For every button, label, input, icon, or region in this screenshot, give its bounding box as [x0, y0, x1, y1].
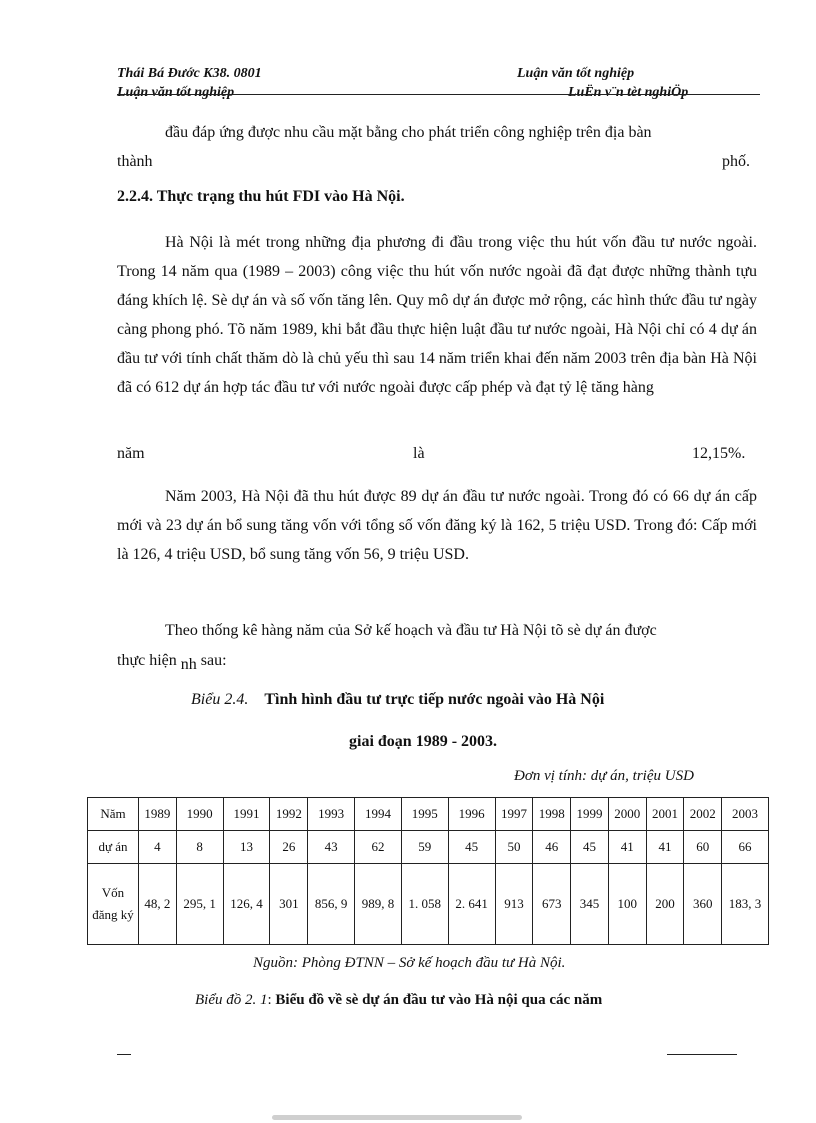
paragraph-1-last-c: 12,15%. — [692, 445, 746, 462]
capital-cell: 126, 4 — [223, 864, 270, 945]
paragraph-1: Hà Nội là mét trong những địa phương đi đầu trong việc thu hút vốn đầu tư nước ngoài. Trong 14 năm qua (1989 – 2003) công việc thu hút vốn nước ngoài đã đạt được những thành tựu đáng khích lệ. Sè dự án và số vốn tăng lên. Quy mô dự án được mở rộng, các hình thức đầu tư ngày càng phong phó. Tõ năm 1989, khi bắt đầu thực hiện luật đầu tư nước ngoài, Hà Nội chỉ có 4 dự án đầu tư với tính chất thăm dò là chủ yếu thì sau 14 năm triển khai đến năm 2003 trên địa bàn Hà Nội đã có 612 dự án hợp tác đầu tư với nước ngoài được cấp phép và đạt tỷ lệ tăng hàng — [117, 234, 757, 396]
chart-caption-label: Biểu đồ 2. 1 — [195, 992, 268, 1008]
table-caption-title: Tình hình đầu tư trực tiếp nước ngoài vào Hà Nội — [264, 691, 605, 708]
year-cell: 1996 — [448, 798, 495, 831]
capital-cell: 673 — [533, 864, 571, 945]
year-cell: 2000 — [608, 798, 646, 831]
table-row-capital — [88, 864, 769, 945]
year-cell: 1991 — [223, 798, 270, 831]
projects-cell: 41 — [608, 831, 646, 864]
projects-cell: 50 — [495, 831, 533, 864]
paragraph-1-last-a: năm — [117, 445, 145, 462]
intro-line-1: đầu đáp ứng được nhu cầu mặt bằng cho phát triển công nghiệp trên địa bàn — [165, 124, 652, 141]
footer-rule-right — [667, 1054, 737, 1055]
capital-cell: 183, 3 — [722, 864, 769, 945]
header-title: Luận văn tốt nghiệp — [517, 66, 635, 81]
projects-cell: 59 — [401, 831, 448, 864]
header-rule — [117, 94, 760, 95]
paragraph-3-word-a: thực hiện — [117, 652, 177, 669]
projects-cell: 43 — [308, 831, 355, 864]
year-cell: 2003 — [722, 798, 769, 831]
projects-cell: 26 — [270, 831, 308, 864]
projects-cell: 62 — [355, 831, 402, 864]
capital-cell: 48, 2 — [139, 864, 177, 945]
year-cell: 2001 — [646, 798, 684, 831]
capital-cell: 856, 9 — [308, 864, 355, 945]
paragraph-3-line-2 — [117, 652, 227, 673]
section-heading: 2.2.4. Thực trạng thu hút FDI vào Hà Nội. — [117, 188, 405, 205]
chart-caption-title: Biểu đồ về sè dự án đầu tư vào Hà nội qua các năm — [275, 992, 603, 1008]
capital-cell: 2. 641 — [448, 864, 495, 945]
capital-cell: 360 — [684, 864, 722, 945]
projects-cell: 45 — [571, 831, 609, 864]
intro-line-2-right: phố. — [722, 153, 750, 170]
table-caption — [191, 691, 604, 709]
row-label-projects: dự án — [88, 831, 139, 864]
year-cell: 1994 — [355, 798, 402, 831]
header-author: Thái Bá Đước K38. 0801 — [117, 66, 262, 81]
paragraph-1-last-b: là — [413, 445, 425, 462]
projects-cell: 60 — [684, 831, 722, 864]
year-cell: 1998 — [533, 798, 571, 831]
projects-cell: 45 — [448, 831, 495, 864]
year-cell: 1989 — [139, 798, 177, 831]
chart-caption — [195, 992, 602, 1009]
projects-cell: 13 — [223, 831, 270, 864]
table-caption-subtitle: giai đoạn 1989 - 2003. — [349, 733, 498, 750]
projects-cell: 46 — [533, 831, 571, 864]
intro-line-2-left: thành — [117, 153, 153, 170]
year-cell: 2002 — [684, 798, 722, 831]
row-label-capital: Vốn đăng ký — [88, 864, 139, 945]
table-unit: Đơn vị tính: dự án, triệu USD — [514, 768, 694, 784]
year-cell: 1993 — [308, 798, 355, 831]
year-cell: 1999 — [571, 798, 609, 831]
capital-cell: 295, 1 — [176, 864, 223, 945]
year-cell: 1992 — [270, 798, 308, 831]
row-label-year: Năm — [88, 798, 139, 831]
projects-cell: 41 — [646, 831, 684, 864]
footer-rule-left — [117, 1054, 131, 1055]
table-row-years — [88, 798, 769, 831]
table-source: Nguồn: Phòng ĐTNN – Sở kế hoạch đầu tư Hà Nội. — [253, 955, 566, 971]
capital-cell: 989, 8 — [355, 864, 402, 945]
paragraph-2: Năm 2003, Hà Nội đã thu hút được 89 dự án đầu tư nước ngoài. Trong đó có 66 dự án cấp mới và 23 dự án bổ sung tăng vốn với tổng số vốn đăng ký là 162, 5 triệu USD. Trong đó: Cấp mới là 126, 4 triệu USD, bổ sung tăng vốn 56, 9 triệu USD. — [117, 488, 757, 563]
capital-cell: 913 — [495, 864, 533, 945]
table-row-projects — [88, 831, 769, 864]
capital-cell: 301 — [270, 864, 308, 945]
fdi-table — [87, 797, 769, 945]
paragraph-3-line-1: Theo thống kê hàng năm của Sở kế hoạch và đầu tư Hà Nội tõ sè dự án được — [165, 622, 657, 639]
header-title-garbled: LuËn v¨n tèt nghiÖp — [568, 85, 689, 100]
capital-cell: 1. 058 — [401, 864, 448, 945]
capital-cell: 345 — [571, 864, 609, 945]
projects-cell: 4 — [139, 831, 177, 864]
year-cell: 1995 — [401, 798, 448, 831]
paragraph-3-word-c: sau: — [200, 652, 227, 669]
chart-caption-sep: : — [267, 992, 276, 1008]
projects-cell: 8 — [176, 831, 223, 864]
table-caption-label: Biểu 2.4. — [191, 691, 249, 708]
year-cell: 1997 — [495, 798, 533, 831]
projects-cell: 66 — [722, 831, 769, 864]
horizontal-scrollbar[interactable] — [272, 1115, 522, 1120]
header-title-2: Luận văn tốt nghiệp — [117, 85, 235, 100]
paragraph-3-word-b: nh — [180, 656, 197, 673]
capital-cell: 100 — [608, 864, 646, 945]
capital-cell: 200 — [646, 864, 684, 945]
year-cell: 1990 — [176, 798, 223, 831]
